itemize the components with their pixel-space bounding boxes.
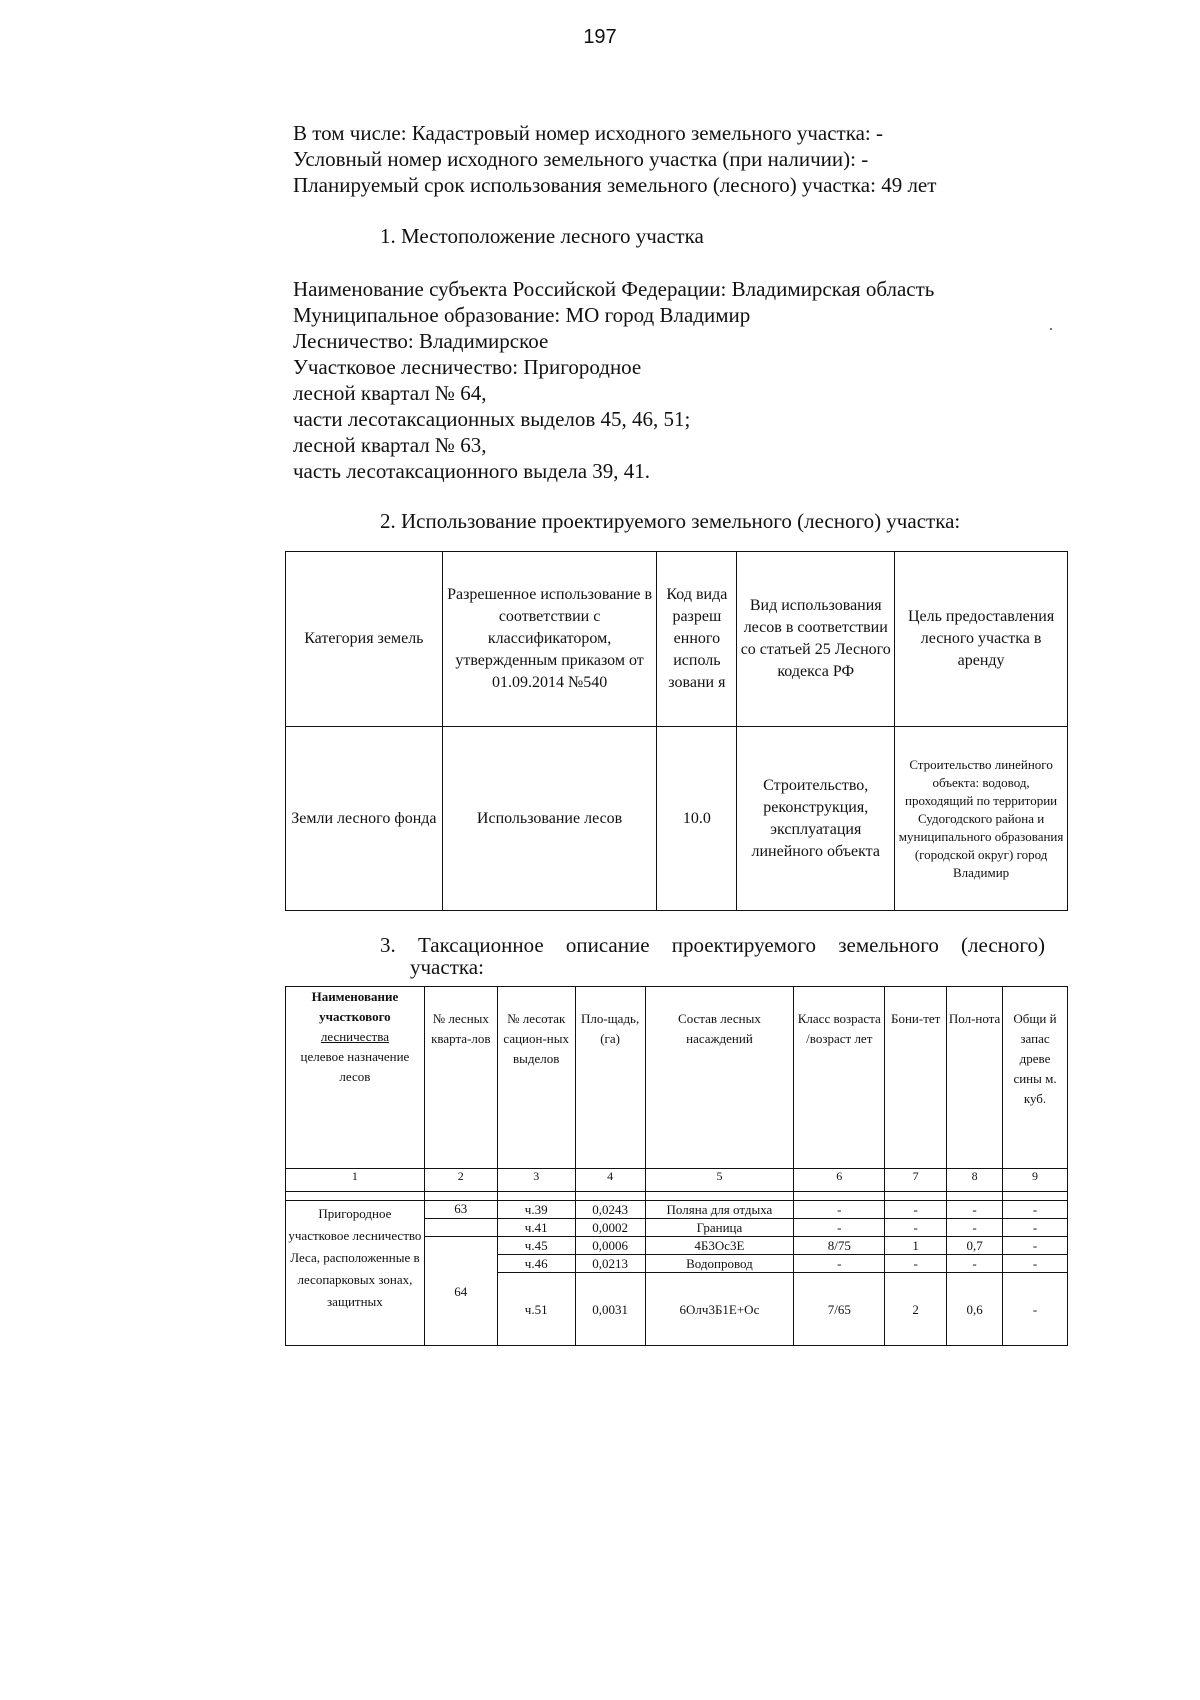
column-number: 7 [885,1169,947,1192]
header-cell: Разрешенное использование в соответствии с классификатором, утвержденным приказом от 01.09.2014 №540 [442,552,657,727]
location-line: Наименование субъекта Российской Федерации: Владимирская область [293,277,935,301]
section3-word: земельного [838,933,939,957]
column-number: 1 [286,1169,425,1192]
table-cell: ч.39 [497,1201,575,1219]
spacer-row [286,1192,1068,1201]
table-cell: ч.46 [497,1255,575,1273]
spacer-cell [885,1192,947,1201]
table-cell: Граница [645,1219,794,1237]
section3-title [380,932,1045,980]
table-cell: Строительство линейного объекта: водовод, проходящий по территории Судогодского района и муниципального образования (городской округ) город Владимир [895,727,1068,911]
table-cell: 0,7 [947,1237,1003,1255]
table-cell: 0,0213 [575,1255,645,1273]
table-cell: ч.51 [497,1273,575,1346]
land-use-table [285,551,1068,911]
table-cell: - [1003,1201,1068,1219]
page-number: 197 [583,26,617,48]
header-cell: Цель предоставления лесного участка в аренду [895,552,1068,727]
table-row [286,727,1068,911]
section3-word: участка: [410,955,484,979]
table-cell: 0,0243 [575,1201,645,1219]
column-number: 8 [947,1169,1003,1192]
spacer-cell [497,1192,575,1201]
location-line: Лесничество: Владимирское [293,329,549,353]
section3-word: Таксационное [417,933,544,957]
table-header-row [286,552,1068,727]
spacer-cell [1003,1192,1068,1201]
section1-title: 1. Местоположение лесного участка [380,224,704,248]
column-number: 5 [645,1169,794,1192]
table-cell [424,1219,497,1237]
spacer-cell [575,1192,645,1201]
header-cell: Категория земель [286,552,443,727]
table-cell: Земли лесного фонда [286,727,443,911]
table-cell: - [794,1201,885,1219]
header-part: целевое назначение лесов [300,1049,410,1084]
table-cell: - [947,1219,1003,1237]
header-part: Наименование участкового [311,989,399,1024]
quarter-cell: 64 [424,1237,497,1346]
table-cell: 2 [885,1273,947,1346]
table-cell: - [885,1201,947,1219]
table-cell: - [1003,1237,1068,1255]
table-cell: - [885,1255,947,1273]
header-cell: Класс возраста /возраст лет [794,987,885,1169]
quarter-cell: 63 [424,1201,497,1219]
table-cell: - [794,1255,885,1273]
header-cell [286,987,425,1169]
table-cell: - [1003,1219,1068,1237]
section3-word: (лесного) [961,933,1045,957]
intro-line: Условный номер исходного земельного участка (при наличии): - [293,147,869,171]
spacer-cell [424,1192,497,1201]
table-cell: 10.0 [657,727,737,911]
table-cell: - [947,1201,1003,1219]
column-number: 2 [424,1169,497,1192]
table-row [286,1201,1068,1219]
column-number: 9 [1003,1169,1068,1192]
location-line: Участковое лесничество: Пригородное [293,355,642,379]
table-cell: 6Олч3Б1Е+Ос [645,1273,794,1346]
taxation-table [285,986,1068,1346]
table-cell: 8/75 [794,1237,885,1255]
header-cell: Код вида разреш енного исполь зовани я [657,552,737,727]
header-cell: № лесотак сацион-ных выделов [497,987,575,1169]
table-cell: 1 [885,1237,947,1255]
column-number: 3 [497,1169,575,1192]
header-cell: Общи й запас древе сины м. куб. [1003,987,1068,1169]
location-line: лесной квартал № 64, [293,381,487,405]
table-cell: Водопровод [645,1255,794,1273]
section3-word: проектируемого [671,933,817,957]
header-cell: Бони-тет [885,987,947,1169]
scan-speck [1050,328,1052,330]
intro-block [293,120,936,198]
section2-title: 2. Использование проектируемого земельного (лесного) участка: [380,509,961,533]
spacer-cell [645,1192,794,1201]
column-number-row [286,1169,1068,1192]
table-cell: - [1003,1273,1068,1346]
table-cell: - [947,1255,1003,1273]
spacer-cell [286,1192,425,1201]
header-cell: Состав лесных насаждений [645,987,794,1169]
column-number: 4 [575,1169,645,1192]
spacer-cell [794,1192,885,1201]
table-cell: 0,0006 [575,1237,645,1255]
table-cell: 0,0002 [575,1219,645,1237]
header-cell: № лесных кварта-лов [424,987,497,1169]
location-line: часть лесотаксационного выдела 39, 41. [293,459,651,483]
section3-word: 3. [380,933,396,957]
location-line: части лесотаксационных выделов 45, 46, 51; [293,407,691,431]
header-cell: Пол-нота [947,987,1003,1169]
location-line: Муниципальное образование: МО город Владимир [293,303,751,327]
table-cell: Строительство, реконструкция, эксплуатация линейного объекта [737,727,895,911]
table-cell: - [1003,1255,1068,1273]
table-cell: Использование лесов [442,727,657,911]
table-cell: 0,0031 [575,1273,645,1346]
column-number: 6 [794,1169,885,1192]
location-line: лесной квартал № 63, [293,433,487,457]
section3-word: описание [565,933,650,957]
table-cell: ч.45 [497,1237,575,1255]
table-header-row [286,987,1068,1169]
forestry-name-cell: Пригородное участковое лесничество Леса, расположенные в лесопарковых зонах, защитных [286,1201,425,1346]
table-cell: ч.41 [497,1219,575,1237]
location-block [293,276,934,484]
table-cell: 7/65 [794,1273,885,1346]
intro-line: Планируемый срок использования земельного (лесного) участка: 49 лет [293,173,937,197]
table-cell: Поляна для отдыха [645,1201,794,1219]
intro-line: В том числе: Кадастровый номер исходного земельного участка: - [293,121,883,145]
header-cell: Пло-щадь, (га) [575,987,645,1169]
table-cell: - [794,1219,885,1237]
table-cell: - [885,1219,947,1237]
header-cell: Вид использования лесов в соответствии со статьей 25 Лесного кодекса РФ [737,552,895,727]
header-part: лесничества [320,1029,389,1044]
table-cell: 0,6 [947,1273,1003,1346]
table-cell: 4Б3Ос3Е [645,1237,794,1255]
spacer-cell [947,1192,1003,1201]
